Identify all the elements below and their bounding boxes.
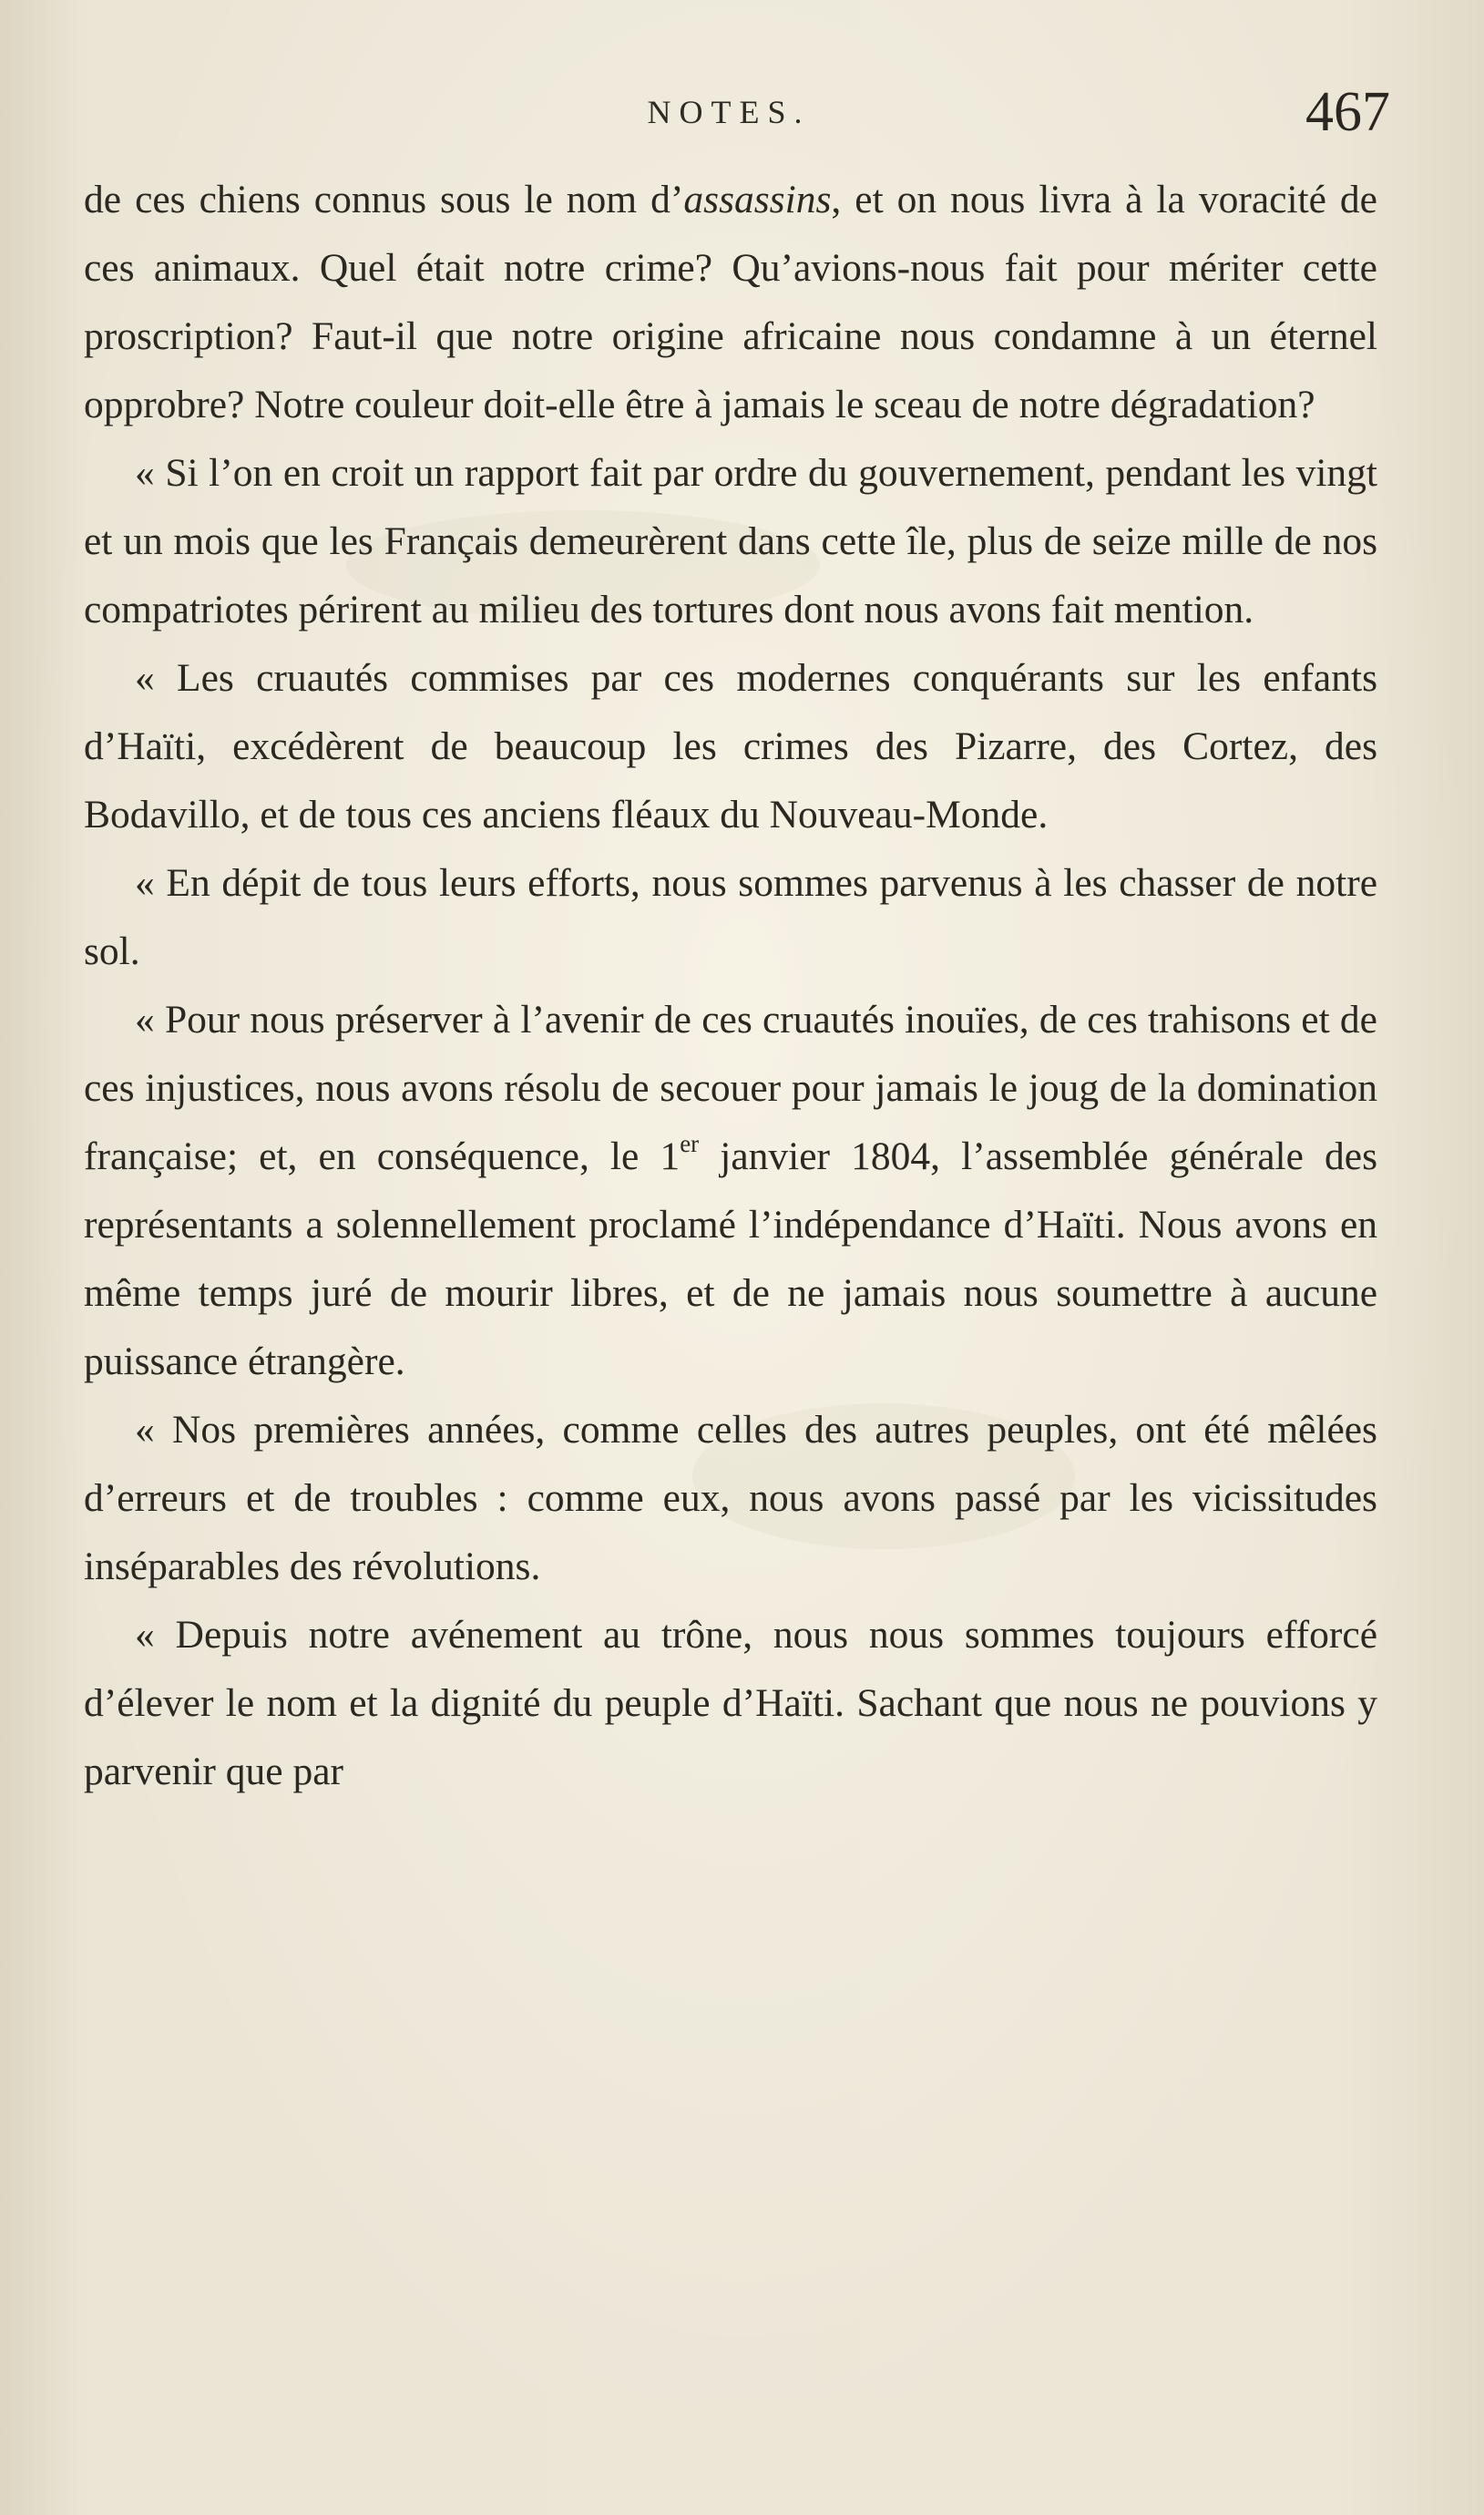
paragraph: « Pour nous préserver à l’avenir de ces cruautés inouïes, de ces trahisons et de ces injustices, nous avons résolu de secouer pour jamais le joug de la domination française; et, en conséquence, le 1er janvier 1804, l’assemblée générale des représentants a solennellement proclamé l’indépendance d’Haïti. Nous avons en même temps juré de mourir libres, et de ne jamais nous soumettre à aucune puissance étrangère. [84, 998, 1377, 1383]
superscript: er [680, 1130, 700, 1158]
paragraph: de ces chiens connus sous le nom d’assassins, et on nous livra à la voracité de ces animaux. Quel était notre crime? Qu’avions-nous fait pour mériter cette proscription? Faut-il que notre origine africaine nous condamne à un éternel opprobre? Notre couleur doit-elle être à jamais le sceau de notre dégradation? [84, 178, 1377, 426]
paragraph: « Si l’on en croit un rapport fait par ordre du gouvernement, pendant les vingt et un mois que les Français demeurèrent dans cette île, plus de seize mille de nos compatriotes périrent au milieu des tortures dont nous avons fait mention. [84, 451, 1377, 631]
page-header [82, 80, 1390, 153]
paragraph: « Les cruautés commises par ces modernes conquérants sur les enfants d’Haïti, excédèrent de beaucoup les crimes des Pizarre, des Cortez, des Bodavillo, et de tous ces anciens fléaux du Nouveau-Monde. [84, 656, 1377, 837]
paragraph: « Nos premières années, comme celles des autres peuples, ont été mêlées d’erreurs et de troubles : comme eux, nous avons passé par les vicissitudes inséparables des révolutions. [84, 1408, 1377, 1588]
paragraph: « Depuis notre avénement au trône, nous nous sommes toujours efforcé d’élever le nom et la dignité du peuple d’Haïti. Sachant que nous ne pouvions y parvenir que par [84, 1613, 1377, 1793]
italic-term: assassins [683, 178, 832, 221]
page-number: 467 [1305, 81, 1390, 143]
running-title: NOTES. [647, 94, 811, 130]
paragraph: « En dépit de tous leurs efforts, nous sommes parvenus à les chasser de notre sol. [84, 861, 1377, 973]
body-text [84, 166, 1377, 1806]
